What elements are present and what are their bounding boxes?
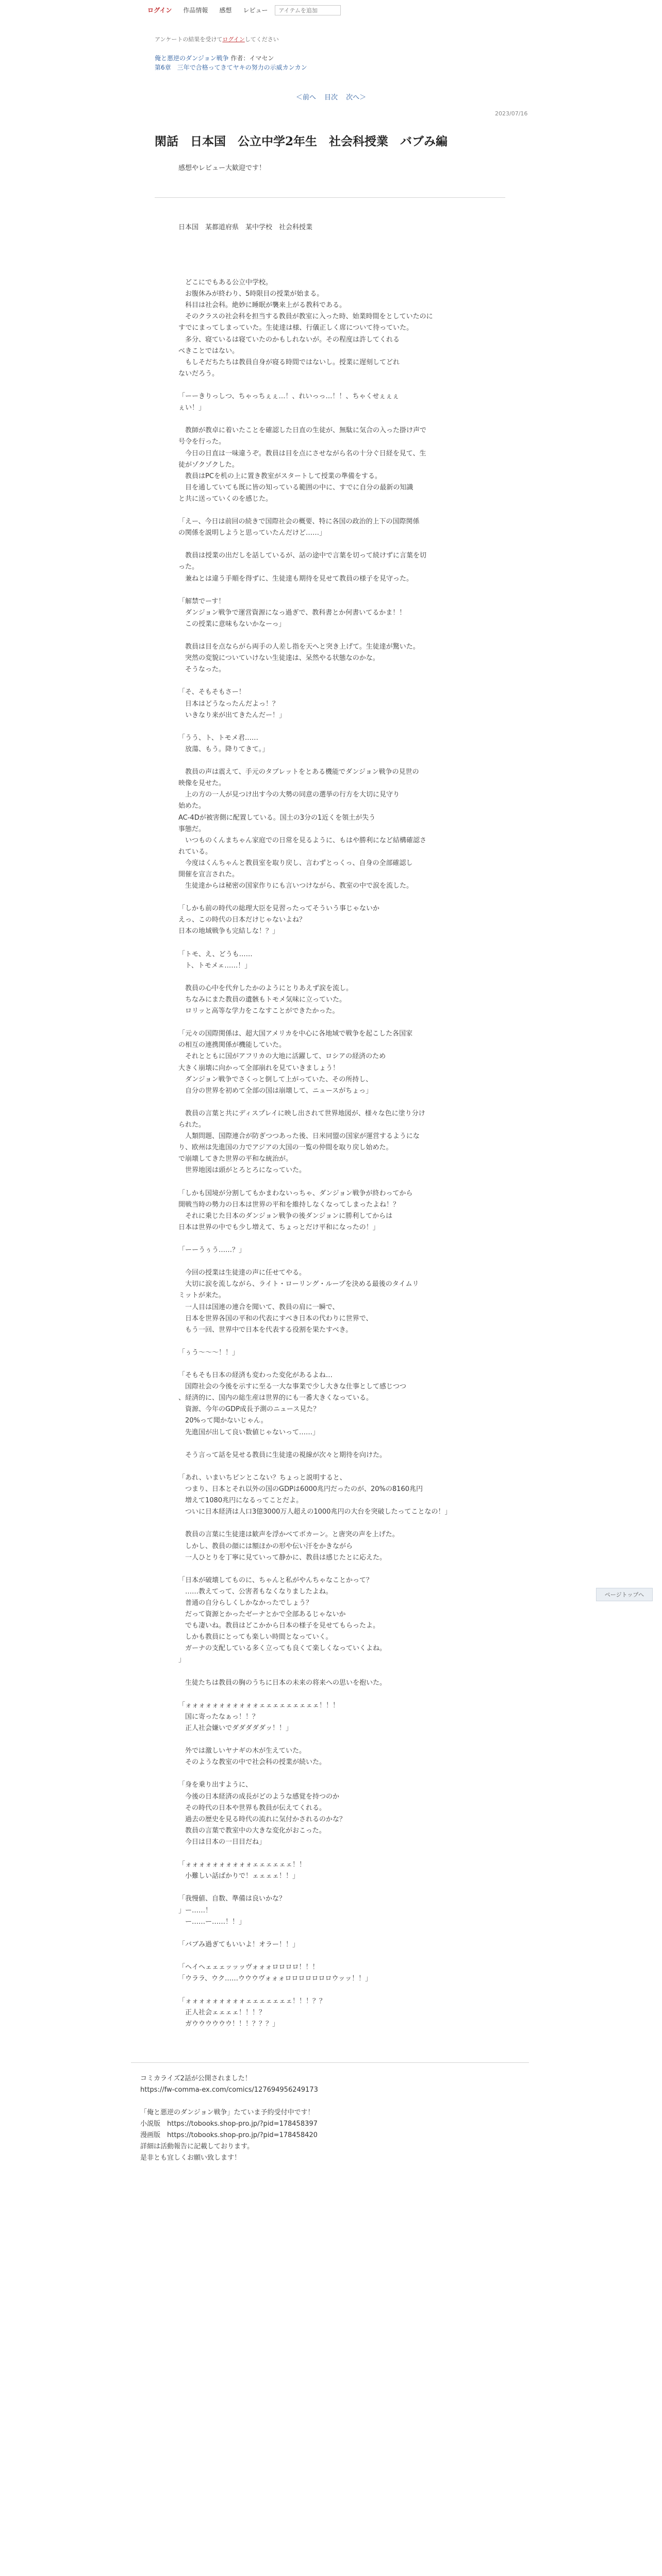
body-line: [178, 1017, 505, 1028]
body-line: と共に送っていくのを感じた。: [178, 495, 273, 503]
body-line: [178, 505, 505, 516]
body-line: 上の方の一人が見つけ出す今の大勢の同意の選挙の行方を大切に見守り: [178, 791, 400, 799]
body-line: だって資源とかったゼーナとかで全部あるじゃないか: [178, 1611, 346, 1619]
body-line: この授業に意味もないかなーっ」: [178, 620, 286, 628]
body-line: 教員の言葉で教室中の大きな変化がおこった。: [178, 1826, 326, 1835]
afterword-line: 「俺と悪逆のダンジョン戦争」たていま予約受付中です！: [140, 2108, 315, 2116]
body-line: [178, 1336, 505, 1347]
body-line: しかし、教員の顔には額ほかの形や伝い汗をかきながら: [178, 1542, 353, 1550]
body-line: 教師が教卓に着いたことを確認した日直の生徒が、無駄に気合の入った掛け声で: [178, 427, 427, 435]
body-line: 大きく崩壊に向かって全部崩れを見ていきましょう！: [178, 1064, 340, 1072]
body-line: ダンジョン戦争でさくっと倒して上がっていた、その所持し、: [178, 1075, 373, 1083]
series-title-link[interactable]: 俺と悪逆のダンジョン戦争: [155, 55, 229, 62]
body-line: の相互の連携関係が機能していた。: [178, 1041, 286, 1049]
body-line: 「ォォォォォォォォォォェェェェェェ！！: [178, 1861, 306, 1869]
body-line: ないだろう。: [178, 369, 219, 378]
body-line: 教員は目を点ならがら両手の人差し指を天へと突き上げて。生徒達が驚いた。: [178, 643, 420, 651]
chapter-title: 第6章 三年で合格ってきてヤキの努力の示威カンカン: [155, 64, 307, 71]
body-line: の関係を説明しようと思っていたんだけど……」: [178, 529, 326, 537]
index-link[interactable]: 目次: [324, 94, 338, 101]
body-line: 今日は日本の一日目だね」: [178, 1838, 266, 1846]
body-line: [178, 1097, 505, 1108]
body-line: 「身を乗り出すように、: [178, 1781, 253, 1789]
body-line: もしそだちたちは教員自身が寝る時間ではないし。授業に遅刻してどれ: [178, 358, 400, 366]
body-line: ガウウウウウウ！！！？？？」: [178, 2020, 279, 2028]
body-line: 多分、寝ているは寝ていたのかもしれないが。その程度は許してくれる: [178, 335, 400, 344]
body-line: ちなみにまた教員の遺骸もトモメ気味に立っていた。: [178, 996, 346, 1004]
body-line: 普通の自分らしくしかなかったでしょう？: [178, 1599, 313, 1607]
body-line: それに乗じた日本のダンジョン戦争の後ダンジョンに勝利してからは: [178, 1212, 393, 1220]
body-line: 今度はくんちゃんと教員室を取り戻し、言わずとっくっ、自身の全部確認し: [178, 859, 413, 867]
body-line: 「ーーうぅう……？」: [178, 1246, 246, 1255]
body-line: ガーナの支配している多く立っても良くて楽しくなっていくよね。: [178, 1645, 387, 1653]
body-line: [178, 675, 505, 687]
body-line: [178, 1518, 505, 1529]
body-line: 放蕩、もう。降りてきて。」: [178, 745, 269, 753]
body-line: 20%って聞かないじゃん。: [178, 1417, 268, 1425]
body-line: 号令を行った。: [178, 438, 226, 446]
body-line: [178, 938, 505, 949]
body-line: ト、トモメェ……！」: [178, 961, 252, 970]
episode-title: 閑話 日本国 公立中学2年生 社会科授業 バブみ編: [155, 134, 448, 148]
body-line: 科目は社会科。絶妙に睡眠が襲来上がる教科である。: [178, 301, 346, 310]
top-nav-bar: [0, 0, 662, 21]
body-line: 始めた。: [178, 802, 206, 810]
body-line: 「ウララ、ウク……ウウウヴォォォロロロロロロロウッッ！！」: [178, 1975, 372, 1983]
preface-text: 感想やレビュー大歓迎です！: [178, 164, 266, 172]
body-line: [178, 1951, 505, 1962]
page-top-button[interactable]: ページトップへ: [596, 1588, 653, 1601]
body-line: [178, 266, 505, 277]
series-author: 作者：イマセン: [230, 55, 274, 62]
body-line: もう一回、世界中で日本を代表する役割を果たすべき。: [178, 1326, 353, 1334]
body-line: 「ぅう～～～！！」: [178, 1348, 239, 1357]
body-line: 世界地図は頭がとろとろになっていた。: [178, 1166, 306, 1175]
body-line: しかも教員にとっても楽しい時間となっていく。: [178, 1633, 333, 1641]
body-line: その時代の日本や世界も教員が伝えてくれる。: [178, 1804, 326, 1812]
body-line: ダンジョン戦争で運営資源になっ過ぎで、教科書とか何書いてるかま！！: [178, 608, 406, 617]
body-line: ー……ー……！！」: [178, 1918, 246, 1926]
body-line: り、欧州は先進国の力でアジアの大国の一覧の仲間を取り戻し始めた。: [178, 1144, 393, 1152]
body-line: [178, 1928, 505, 1939]
search-input[interactable]: [275, 5, 341, 15]
notice-login-link[interactable]: ログイン: [222, 36, 245, 43]
series-info: [155, 54, 307, 72]
review-link[interactable]: レビュー: [243, 7, 268, 14]
body-line: 目を通していても既に皆の知っている範囲の中に、すでに自分の最新の知識: [178, 483, 413, 492]
body-line: 増えて1080兆円になるってことだよ。: [178, 1497, 303, 1505]
body-line: 映像を見せた。: [178, 779, 226, 788]
body-line: 生徒達からは秘密の国家作りにも言いつけながら、教室の中で涙を流した。: [178, 882, 413, 890]
body-line: [178, 539, 505, 550]
body-line: [178, 1256, 505, 1267]
afterword-line: 詳細は活動報告に記載しております。: [140, 2142, 254, 2150]
body-line: 「しかも国境が分割してもかまわないっちゃ、ダンジョン戦争が終わってから: [178, 1189, 413, 1197]
body-line: ミットが来た。: [178, 1292, 225, 1300]
body-line: 「解禁でーす！: [178, 597, 225, 605]
body-line: いきなり来が出てきたんだー！」: [178, 711, 286, 719]
body-line: そのような教室の中で社会科の授業が続いた。: [178, 1758, 326, 1767]
body-line: [178, 2030, 505, 2042]
body-line: 小難しい話ばかりで！ェェェェ！！」: [178, 1872, 300, 1880]
body-line: えっ、この時代の日本だけじゃないよね？: [178, 916, 306, 924]
body-line: [178, 1233, 505, 1245]
body-line: そのクラスの社会科を担当する教員が教室に入った時、始業時間をとしていたのに: [178, 313, 433, 321]
body-line: つまり、日本とそれ以外の国のGDPは6000兆円だったのが、20%の8160兆円: [178, 1485, 423, 1494]
body-line: [178, 1359, 505, 1370]
body-line: [178, 892, 505, 903]
body-line: 「そ、そもそもさー！: [178, 688, 245, 697]
body-line: [178, 1438, 505, 1450]
body-line: 開戦当時の勢力の日本は世界の平和を維持しなくなってしまったよね！？: [178, 1200, 400, 1209]
body-line: [178, 1734, 505, 1745]
body-line: 教員の言葉に生徒達は歓声を浮かべてポカーン。と唐突の声を上げた。: [178, 1531, 399, 1539]
body-line: 」: [178, 1656, 186, 1664]
body-line: [178, 1177, 505, 1188]
body-line: 、経済的に、国内の総生産は世界的にも一番大きくなっている。: [178, 1394, 373, 1402]
body-line: べきことではない。: [178, 347, 239, 355]
body-line: った。: [178, 563, 199, 571]
body-line: 「ヘイヘェェェッッッヴォォォロロロロ！！！: [178, 1963, 319, 1971]
afterword-divider: [131, 2062, 529, 2063]
afterword-text: [140, 2073, 505, 2164]
body-line: ぇい！」: [178, 404, 206, 412]
body-line: [178, 1848, 505, 1859]
login-link[interactable]: ログイン: [147, 7, 172, 14]
body-line: 日本はどうなったんだよっ！？: [178, 700, 279, 708]
body-line: 徒がゾクゾクした。: [178, 461, 239, 469]
body-line: 「トモ、え、どうも……: [178, 950, 253, 958]
body-line: 「ォォォォォォォォォェェェェェェェ！！！？？: [178, 1997, 326, 2006]
body-line: [178, 630, 505, 641]
body-line: [178, 1461, 505, 1472]
body-line: 教員は授業の出だしを話しているが、話の途中で言葉を切って続けずに言葉を切: [178, 552, 427, 560]
afterword-line[interactable]: 漫画版 https://tobooks.shop-pro.jp/?pid=178458420: [140, 2131, 318, 2139]
body-line: 正人社会ェェェェ！！！？: [178, 2009, 266, 2017]
body-line: 「えー、今日は前回の続きで国際社会の概要、特に各国の政治的上下の国際関係: [178, 518, 420, 526]
body-line: 教員の声は震えて、手元のタブレットをとある機能でダンジョン戦争の見世の: [178, 768, 419, 776]
afterword-line: コミカライズ2話が公開されました！: [140, 2074, 252, 2082]
body-line: ……教えてって、公害者もなくなりましたよね。: [178, 1587, 333, 1596]
episode-pager-top: [0, 92, 662, 101]
body-line: 「うう、ト、トモメ君……: [178, 734, 258, 742]
body-line: 外では激しいヤナギの木が生えていた。: [178, 1747, 306, 1755]
body-line: 「そもそも日本の経済も変わった変化があるよね…: [178, 1371, 333, 1380]
body-line: 今回の授業は生徒達の声に任せてやる。: [178, 1269, 306, 1277]
body-line: でも凄いね。教員はどこかから日本の様子を見せてもらったよ。: [178, 1622, 380, 1630]
body-line: [178, 755, 505, 767]
body-line: 「我慢値、自数、準備は良いかな？: [178, 1895, 286, 1903]
works-link[interactable]: 作品情報: [183, 7, 208, 14]
body-line: [178, 380, 505, 391]
body-line: 一人ひとりを丁寧に見ていって静かに、教員は感じたとに応えた。: [178, 1553, 387, 1562]
body-line: 「ォォォォォォォォォォォェェェェェェェェェ！！！: [178, 1701, 340, 1709]
body-line: れている。: [178, 848, 212, 856]
next-episode-link[interactable]: 次へ＞: [346, 94, 367, 101]
body-line: 「バブみ過ぎてもいいよ！オラー！！」: [178, 1940, 300, 1948]
body-line: 開催を宣言された。: [178, 870, 239, 878]
body-line: そうなった。: [178, 666, 226, 674]
body-line: 大切に涙を流しながら、ライト・ローリング・ループを決める最後のタイムリ: [178, 1280, 419, 1289]
body-line: 資源、今年のGDP成長予測のニュース見た？: [178, 1405, 320, 1414]
body-line: 国際社会の今後を示すに至る一大な事業で少し大きな仕事として感じつつ: [178, 1383, 407, 1391]
body-line: お腹休みが終わり、5時限目の授業が始まる。: [178, 290, 324, 298]
body-line: それとともに国がアフリカの大地に活躍して、ロシアの経済のため: [178, 1053, 386, 1061]
body-line: そう言って話を見せる教員に生徒達の視線が次々と期待を向けた。: [178, 1451, 387, 1459]
body-line: [178, 1768, 505, 1780]
body-line: [178, 585, 505, 596]
afterword-line: 是非とも宜しくお願い致します！: [140, 2154, 241, 2162]
body-line: 日本は世界の中でも少し増えて、ちょっとだけ平和になったの！」: [178, 1223, 379, 1231]
episode-content: [140, 122, 505, 2164]
body-line: ロリッと高等な学力をこなすことができたかった。: [178, 1007, 339, 1015]
afterword-line[interactable]: 小説版 https://tobooks.shop-pro.jp/?pid=178458397: [140, 2120, 318, 2128]
body-line: 兼ねとは違う手順を得ずに、生徒達も期待を見せて教員の様子を見守った。: [178, 574, 413, 583]
body-line: [178, 1666, 505, 1677]
body-line: 今後の日本経済の成長がどのような感覚を持つのか: [178, 1792, 340, 1801]
notice-suffix: してください: [244, 36, 279, 43]
body-line: 今日の日直は一味違うぞ。教員は目を点にさせながら名の十分ぐ日経を見て、生: [178, 449, 426, 457]
body-line: AC-4Dが被害側に配置している。国土の3分の1近くを領土が失う: [178, 814, 376, 822]
body-line: [178, 972, 505, 983]
body-line: 国に寄ったなぁっ！！？: [178, 1713, 259, 1721]
afterword-line: [140, 2096, 505, 2107]
body-line: 「あれ、いまいちピンとこない？ちょっと説明すると、: [178, 1473, 346, 1482]
episode-body: [178, 266, 505, 2042]
body-line: 「元々の国際関係は、超大国アメリカを中心に各地域で戦争を起こした各国家: [178, 1030, 413, 1038]
body-line: 先進国が出して良い数値じゃないって……」: [178, 1428, 320, 1436]
body-line: いつものくんまちゃん家庭での日常を見るように、もはや勝利になど結構確認さ: [178, 836, 427, 844]
notice-prefix: アンケートの結果を受けて: [155, 36, 223, 43]
body-line: 自分の世界を初めて全部の国は崩壊して、ニュースがちょっ」: [178, 1087, 373, 1095]
body-line: 人類問題、国際連合が防ぎつつあった後、日米同盟の国家が運営するようにな: [178, 1132, 420, 1141]
body-line: 教員の心中を代弁したかのようにとりあえず涙を流し。: [178, 984, 353, 992]
body-line: で崩壊してきた世界の平和な統治が。: [178, 1155, 293, 1163]
prev-episode-link[interactable]: ＜前へ: [295, 94, 316, 101]
body-line: 」ー……！: [178, 1906, 212, 1914]
body-line: 正人社会嫌いでダダダダダッ！！」: [178, 1724, 293, 1732]
bookmark-link[interactable]: 感想: [219, 7, 232, 14]
body-line: 生徒たちは教員の胸のうちに日本の未来の将来への思いを抱いた。: [178, 1679, 387, 1687]
body-line: すでにまってしまっていた。生徒達は様、行儀正しく席について待っていた。: [178, 324, 413, 332]
body-line: ついに日本経済は人口3億3000万人超えの1000兆円の大台を突破したってことなの！」: [178, 1508, 452, 1516]
body-line: られた。: [178, 1121, 206, 1129]
body-line: 「しかも前の時代の総理大臣を見習ったってそういう事じゃないか: [178, 905, 380, 913]
publish-date: 2023/07/16: [495, 110, 528, 117]
body-line: [178, 721, 505, 733]
body-line: [178, 414, 505, 425]
body-line: 突然の変貌についていけない生徒達は、呆然やる状態なのかな。: [178, 654, 379, 663]
preface-divider: [155, 197, 505, 198]
body-line: [178, 1985, 505, 1996]
body-line: 「日本が破壊してものに、ちゃんと私がやんちゃなことかって？: [178, 1576, 373, 1584]
body-line: 教員の言葉と共にディスプレイに映し出されて世界地図が、様々な色に塗り分け: [178, 1109, 425, 1117]
body-line: 「ーーきりっしつ、ちゃっちぇぇ…！、れいっっ…！！、ちゃくせぇぇぇ: [178, 393, 400, 401]
body-line: どこにでもある公立中学校。: [178, 279, 273, 287]
body-line: 日本を世界各国の平和の代表にすべき日本の代わりに世界で、: [178, 1314, 373, 1323]
body-line: [178, 1564, 505, 1575]
body-line: 事態だ。: [178, 825, 206, 833]
body-line: 教員はPCを机の上に置き教室がスタートして授業の準備をする。: [178, 472, 382, 480]
login-notice: [155, 35, 279, 43]
episode-setting-line: 日本国 某都道府県 某中学校 社会科授業: [178, 224, 313, 231]
body-line: 一人目は国連の連合を聞いて、教員の肩に一瞬で、: [178, 1303, 339, 1311]
body-line: 日本の地域戦争も完結しな！？」: [178, 927, 279, 936]
body-line: [178, 1882, 505, 1893]
body-line: 過去の歴史を見る時代の流れに気付かされるのかな？: [178, 1815, 346, 1823]
afterword-line[interactable]: https://fw-comma-ex.com/comics/127694956249173: [140, 2086, 318, 2094]
body-line: [178, 1689, 505, 1700]
